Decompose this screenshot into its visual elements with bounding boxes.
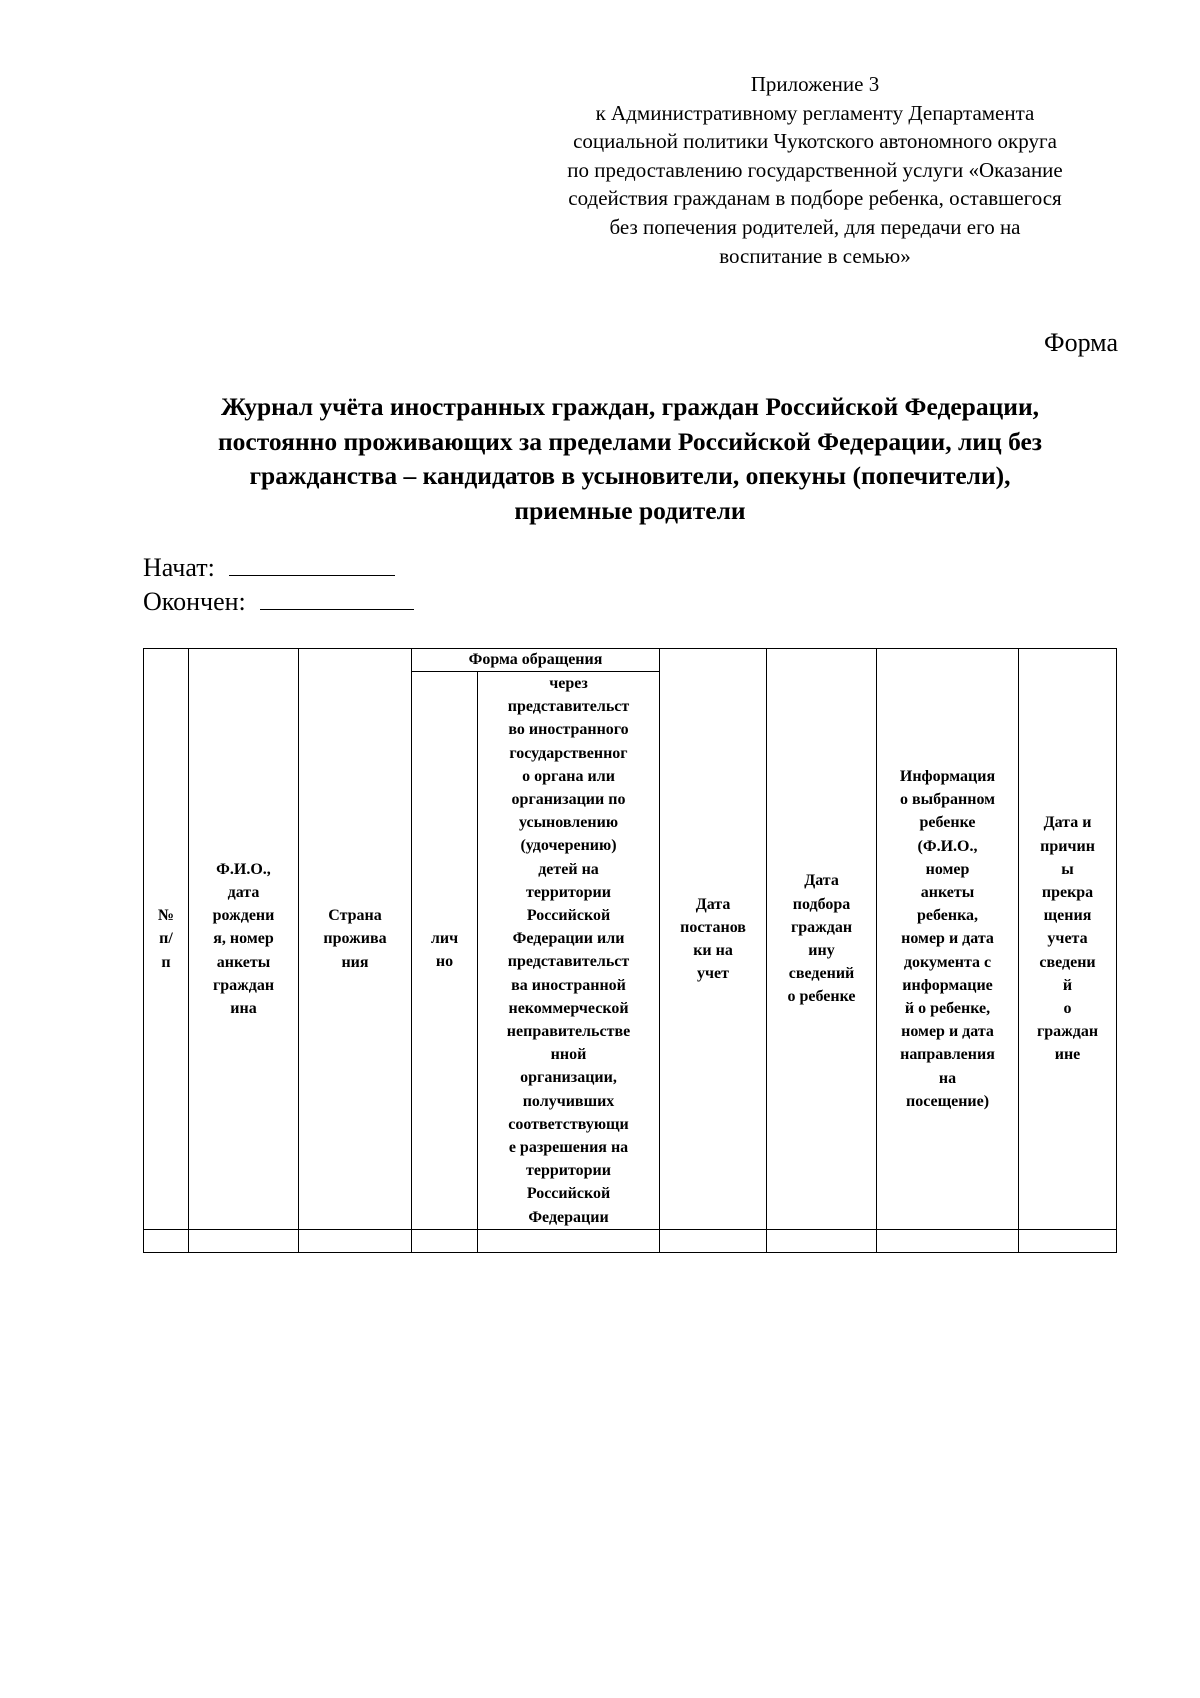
title-line: приемные родители <box>514 495 746 525</box>
header-line: усыновлению <box>518 814 619 832</box>
header-line: п <box>161 953 171 971</box>
header-line: (Ф.И.О., <box>917 837 978 855</box>
header-line: ребенка, <box>916 907 979 925</box>
header-line: сведений <box>788 965 855 983</box>
header-line: о <box>1063 999 1072 1017</box>
header-line: но <box>435 953 454 971</box>
started-blank-line <box>229 553 395 576</box>
header-line: е разрешения на <box>508 1139 629 1157</box>
header-line: государственног <box>509 744 628 762</box>
form-label: Форма <box>1044 328 1118 357</box>
header-line: о выбранном <box>899 791 996 809</box>
header-line: й о ребенке, <box>904 999 991 1017</box>
header-line: номер и дата <box>901 930 994 948</box>
header-line: (удочерению) <box>520 837 617 855</box>
header-line: прекра <box>1041 883 1094 901</box>
header-line: Дата <box>804 872 839 890</box>
header-line: номер <box>925 860 970 878</box>
header-line: ину <box>808 941 835 959</box>
header-line: п/ <box>159 930 173 948</box>
table-cell <box>660 1229 767 1252</box>
header-line: посещение) <box>905 1092 990 1110</box>
header-line: Ф.И.О., <box>216 860 271 878</box>
table-cell <box>478 1229 660 1252</box>
table-cell <box>299 1229 412 1252</box>
header-line: рождени <box>212 907 275 925</box>
journal-table <box>143 648 1117 1253</box>
table-cell <box>189 1229 299 1252</box>
header-line: причин <box>1040 837 1095 855</box>
header-personal <box>412 672 478 1230</box>
header-line: территории <box>526 1162 611 1180</box>
header-line: организации по <box>511 791 626 809</box>
header-form-of-application: Форма обращения <box>412 649 660 672</box>
header-line: информацие <box>902 976 993 994</box>
appendix-line: воспитание в семью» <box>719 243 911 268</box>
table-cell <box>877 1229 1019 1252</box>
header-line: Российской <box>526 1185 611 1203</box>
started-label: Начат: <box>143 553 215 582</box>
header-line: направления <box>900 1046 995 1064</box>
header-line: организации, <box>520 1069 617 1087</box>
header-line: граждан <box>1036 1023 1099 1041</box>
started-field <box>143 553 395 583</box>
header-child-info <box>877 649 1019 1230</box>
header-termination <box>1019 649 1117 1230</box>
header-line: Страна <box>328 907 382 925</box>
header-line: детей на <box>538 860 599 878</box>
header-line: Информация <box>899 767 996 785</box>
header-line: получивших <box>522 1092 615 1110</box>
header-line: Дата и <box>1043 814 1092 832</box>
header-line: через <box>549 675 588 692</box>
header-line: учет <box>697 965 729 983</box>
header-line: щения <box>1043 907 1092 925</box>
header-line: неправительстве <box>506 1023 631 1041</box>
appendix-line: к Административному регламенту Департамента <box>595 100 1035 125</box>
header-selection-date <box>767 649 877 1230</box>
header-representative <box>478 672 660 1230</box>
header-line: постанов <box>680 918 746 936</box>
header-line: во иностранного <box>508 721 629 739</box>
header-line: Российской <box>526 907 611 925</box>
title-line: Журнал учёта иностранных граждан, граждан Российской Федерации, <box>220 392 1040 421</box>
title-line: постоянно проживающих за пределами Российской Федерации, лиц без <box>217 426 1043 456</box>
header-registration-date <box>660 649 767 1230</box>
header-line: некоммерческой <box>508 999 629 1017</box>
table-cell <box>144 1229 189 1252</box>
header-fio <box>189 649 299 1230</box>
header-line: ва иностранной <box>511 976 626 994</box>
header-line: нной <box>550 1046 587 1064</box>
header-line: территории <box>526 883 611 901</box>
header-line: номер и дата <box>901 1023 994 1041</box>
header-line: ы <box>1061 860 1074 878</box>
appendix-line: содействия гражданам в подборе ребенка, оставшегося <box>568 186 1062 211</box>
header-line: представительст <box>507 698 630 716</box>
header-line: соответствующи <box>508 1115 629 1133</box>
header-line: подбора <box>792 895 851 913</box>
appendix-line: без попечения родителей, для передачи его на <box>609 214 1021 239</box>
header-line: представительст <box>507 953 630 971</box>
header-line: учета <box>1047 930 1088 948</box>
header-line: дата <box>227 883 260 901</box>
finished-label: Окончен: <box>143 587 246 616</box>
header-line: Дата <box>695 895 731 913</box>
header-line: я, номер <box>213 930 274 948</box>
appendix-line: Приложение 3 <box>750 72 880 96</box>
header-line: на <box>938 1069 957 1087</box>
header-line: прожива <box>323 930 387 948</box>
finished-field <box>143 587 414 617</box>
header-country <box>299 649 412 1230</box>
header-line: ния <box>341 953 369 971</box>
header-line: анкеты <box>216 953 271 971</box>
title-line: гражданства – кандидатов в усыновители, опекуны (попечители), <box>249 461 1011 490</box>
table-cell <box>767 1229 877 1252</box>
header-number <box>144 649 189 1230</box>
header-line: сведени <box>1039 953 1096 971</box>
appendix-line: социальной политики Чукотского автономного округа <box>573 129 1057 154</box>
header-line: ина <box>230 999 257 1017</box>
table-cell <box>412 1229 478 1252</box>
header-line: № <box>157 907 175 925</box>
header-line: о органа или <box>522 767 615 785</box>
header-line: лич <box>430 930 459 948</box>
header-line: ине <box>1054 1046 1081 1064</box>
header-line: Федерации <box>528 1208 609 1226</box>
document-title <box>130 390 1130 528</box>
table-row <box>144 1229 1117 1252</box>
table-cell <box>1019 1229 1117 1252</box>
finished-blank-line <box>260 587 414 610</box>
header-line: граждан <box>212 976 275 994</box>
header-line: ребенке <box>919 814 976 832</box>
header-line: ки на <box>693 941 733 959</box>
appendix-header <box>500 70 1130 270</box>
header-line: анкеты <box>920 883 975 901</box>
header-line: й <box>1062 976 1073 994</box>
appendix-line: по предоставлению государственной услуги «Оказание <box>567 157 1063 182</box>
header-line: граждан <box>790 918 853 936</box>
header-line: о ребенке <box>787 988 856 1006</box>
header-line: Федерации или <box>512 930 625 948</box>
header-line: документа с <box>903 953 992 971</box>
